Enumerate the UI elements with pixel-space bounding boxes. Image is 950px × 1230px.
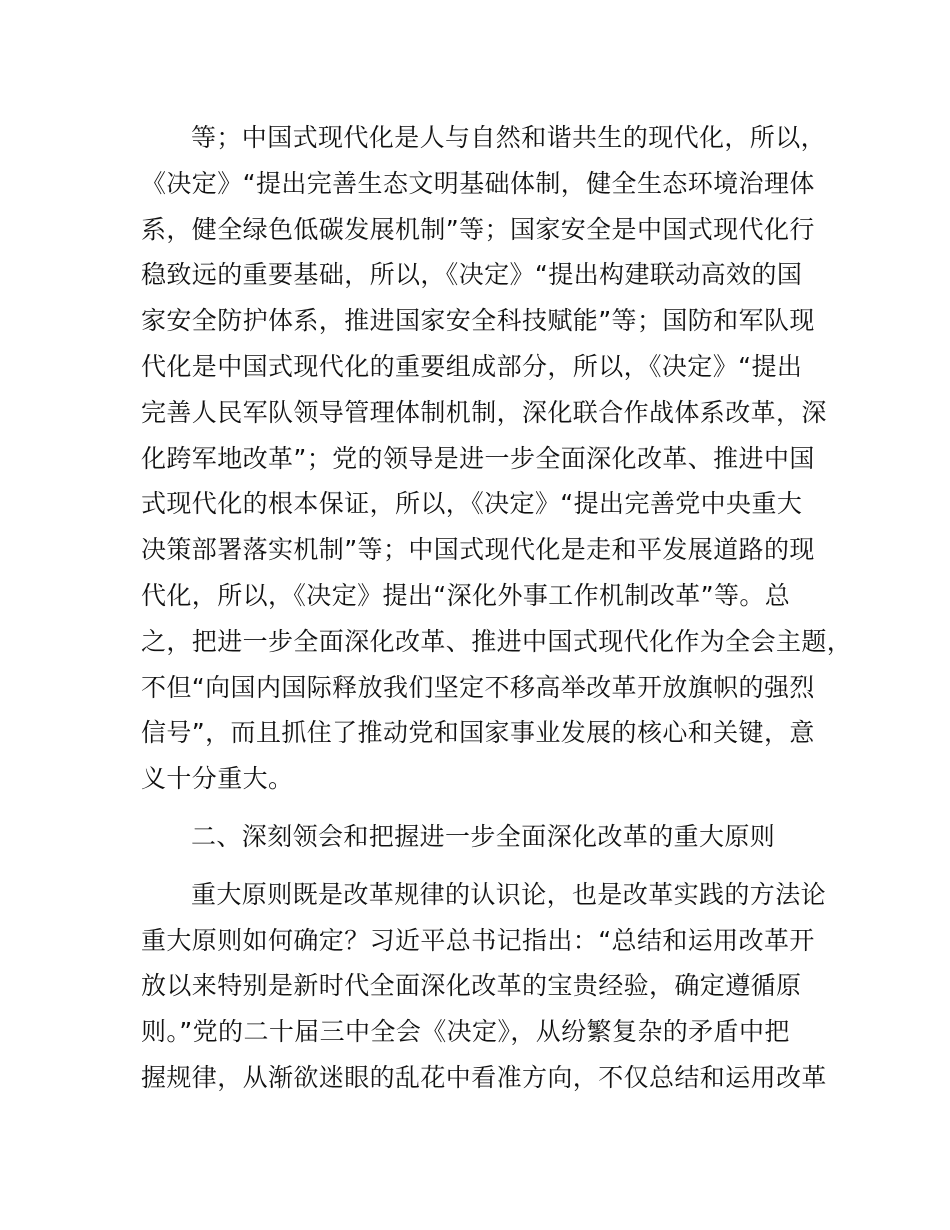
paragraph-2 (141, 872, 831, 1101)
text-line: 重大原则既是改革规律的认识论，也是改革实践的方法论 (191, 879, 827, 909)
text-line: 重大原则如何确定？习近平总书记指出：“总结和运用改革开 (141, 925, 815, 955)
text-line: 之，把进一步全面深化改革、推进中国式现代化作为全会主题， (141, 626, 853, 656)
text-line: 代化，所以，《决定》提出“深化外事工作机制改革”等。总 (141, 580, 791, 610)
text-line: 稳致远的重要基础，所以，《决定》“提出构建联动高效的国 (141, 260, 803, 290)
text-line: 放以来特别是新时代全面深化改革的宝贵经验，确定遵循原 (141, 971, 802, 1001)
text-line: 《决定》“提出完善生态文明基础体制，健全生态环境治理体 (141, 168, 815, 198)
text-line: 决策部署落实机制”等；中国式现代化是走和平发展道路的现 (141, 535, 815, 565)
text-line: 家安全防护体系，推进国家安全科技赋能”等；国防和军队现 (141, 306, 815, 336)
text-line: 等；中国式现代化是人与自然和谐共生的现代化，所以， (191, 123, 827, 152)
text-line: 式现代化的根本保证，所以，《决定》“提出完善党中央重大 (141, 489, 803, 519)
text-line: 则。”党的二十届三中全会《决定》，从纷繁复杂的矛盾中把 (141, 1017, 790, 1047)
text-line: 不但“向国内国际释放我们坚定不移高举改革开放旗帜的强烈 (141, 672, 815, 702)
section-heading: 二、深刻领会和把握进一步全面深化改革的重大原则 (191, 821, 776, 851)
paragraph-gap (141, 860, 831, 872)
paragraph-gap (141, 802, 831, 814)
paragraph-1 (141, 115, 853, 802)
document-body (141, 115, 853, 1101)
text-line: 信号”，而且抓住了推动党和国家事业发展的核心和关键，意 (141, 718, 815, 748)
text-line: 义十分重大。 (141, 764, 294, 794)
text-line: 化跨军地改革”；党的领导是进一步全面深化改革、推进中国 (141, 443, 815, 473)
text-line: 完善人民军队领导管理体制机制，深化联合作战体系改革，深 (141, 397, 827, 427)
text-line: 系，健全绿色低碳发展机制”等；国家安全是中国式现代化行 (141, 214, 815, 244)
text-line: 握规律，从渐欲迷眼的乱花中看准方向，不仅总结和运用改革 (141, 1062, 827, 1092)
text-line: 代化是中国式现代化的重要组成部分，所以，《决定》“提出 (141, 351, 803, 381)
